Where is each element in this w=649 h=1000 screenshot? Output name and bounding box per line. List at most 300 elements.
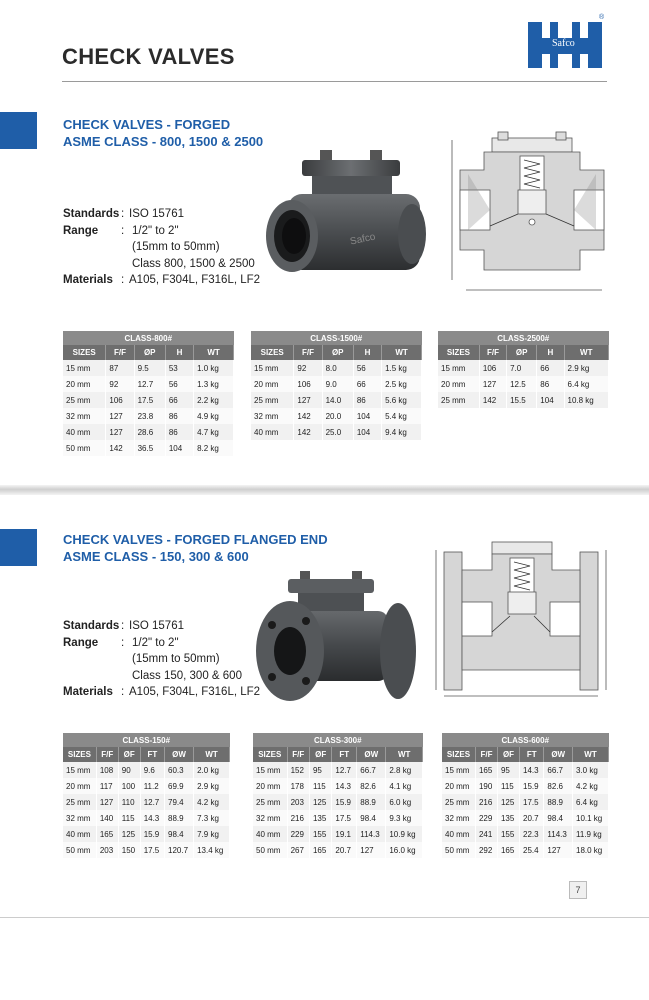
table-row <box>63 392 234 408</box>
range-value: 1/2" to 2" <box>132 224 179 237</box>
safco-logo <box>528 14 605 70</box>
materials-label: Materials <box>63 686 113 698</box>
table-cell: 1.5 kg <box>382 360 422 376</box>
table-cell: 203 <box>96 842 118 858</box>
table-cell: 50 mm <box>63 440 106 456</box>
table-cell: 56 <box>165 376 193 392</box>
materials-value: A105, F304L, F316L, LF2 <box>129 274 261 286</box>
table-cell: 127 <box>294 392 322 408</box>
table-cell: 2.5 kg <box>382 376 422 392</box>
table-cell: 2.2 kg <box>194 392 234 408</box>
table-cell: 190 <box>475 778 497 794</box>
column-header: F/F <box>106 345 134 360</box>
table-cell: 15.9 <box>332 794 357 810</box>
table-cell: 142 <box>479 392 506 408</box>
table-cell: 7.0 <box>507 360 537 376</box>
table-cell: 20 mm <box>63 778 96 794</box>
table-cell: 150 <box>118 842 140 858</box>
table-row <box>251 392 422 408</box>
column-header: FT <box>332 747 357 762</box>
table-cell: 125 <box>309 794 331 810</box>
section1-marker <box>0 112 37 149</box>
table-cell: 292 <box>475 842 497 858</box>
table-cell: 17.5 <box>140 842 164 858</box>
class-600-table <box>442 733 609 858</box>
table-cell: 2.8 kg <box>386 762 423 778</box>
table-cell: 69.9 <box>165 778 194 794</box>
range-value-mm: (15mm to 50mm) <box>132 653 220 665</box>
table-cell: 18.0 kg <box>573 842 609 858</box>
table-row <box>251 408 422 424</box>
table-cell: 203 <box>287 794 309 810</box>
table-body <box>251 360 422 440</box>
table-cell: 17.5 <box>520 794 544 810</box>
table-cell: 90 <box>118 762 140 778</box>
table-cell: 14.3 <box>332 778 357 794</box>
table-cell: 56 <box>353 360 381 376</box>
standards-value: ISO 15761 <box>129 208 184 220</box>
column-header: ØF <box>118 747 140 762</box>
table-caption: CLASS-2500# <box>438 331 609 345</box>
column-header: WT <box>386 747 423 762</box>
table-cell: 23.8 <box>134 408 165 424</box>
table-caption: CLASS-800# <box>63 331 234 345</box>
table-row <box>63 826 230 842</box>
table-cell: 40 mm <box>63 424 106 440</box>
title-rule <box>62 81 607 82</box>
table-cell: 127 <box>106 408 134 424</box>
table-cell: 32 mm <box>442 810 475 826</box>
table-cell: 82.6 <box>357 778 386 794</box>
section2-title-line1: CHECK VALVES - FORGED FLANGED END <box>63 532 328 547</box>
table-cell: 155 <box>309 826 331 842</box>
table-cell: 25 mm <box>253 794 287 810</box>
table-cell: 117 <box>96 778 118 794</box>
table-row <box>251 360 422 376</box>
table-row <box>63 778 230 794</box>
table-cell: 40 mm <box>253 826 287 842</box>
table-cell: 82.6 <box>544 778 573 794</box>
table-cell: 86 <box>537 376 564 392</box>
table-cell: 20.0 <box>322 408 353 424</box>
table-row <box>63 376 234 392</box>
table-cell: 25.0 <box>322 424 353 440</box>
column-header: ØP <box>507 345 537 360</box>
table-cell: 6.4 kg <box>564 376 608 392</box>
table-cell: 142 <box>294 424 322 440</box>
table-cell: 104 <box>537 392 564 408</box>
table-cell: 14.0 <box>322 392 353 408</box>
table-cell: 98.4 <box>165 826 194 842</box>
table-cell: 92 <box>294 360 322 376</box>
table-cell: 120.7 <box>165 842 194 858</box>
column-header: F/F <box>479 345 506 360</box>
table-cell: 14.3 <box>140 810 164 826</box>
table-row <box>63 408 234 424</box>
table-cell: 104 <box>165 440 193 456</box>
table-row <box>63 424 234 440</box>
table-cell: 1.0 kg <box>194 360 234 376</box>
table-cell: 114.3 <box>357 826 386 842</box>
flanged-check-valve-drawing <box>430 540 612 710</box>
table-cell: 106 <box>294 376 322 392</box>
table-cell: 66 <box>353 376 381 392</box>
table-row <box>63 440 234 456</box>
section1-specs: Standards : ISO 15761 Range : 1/2" to 2" (15mm to 50mm) Class 800, 1500 & 2500 Materials : A105, F304L, F316L, LF2 <box>63 206 260 289</box>
table-cell: 115 <box>309 778 331 794</box>
table-cell: 86 <box>353 392 381 408</box>
forged-check-valve-photo <box>262 140 432 285</box>
table-cell: 152 <box>287 762 309 778</box>
column-header: ØF <box>309 747 331 762</box>
table-cell: 40 mm <box>63 826 96 842</box>
table-cell: 115 <box>497 778 519 794</box>
table-cell: 20 mm <box>438 376 479 392</box>
page-title: CHECK VALVES <box>62 44 235 69</box>
table-cell: 6.0 kg <box>386 794 423 810</box>
table-cell: 14.3 <box>520 762 544 778</box>
column-header: H <box>537 345 564 360</box>
table-cell: 10.8 kg <box>564 392 608 408</box>
materials-label: Materials <box>63 274 113 286</box>
table-cell: 127 <box>357 842 386 858</box>
table-cell: 125 <box>118 826 140 842</box>
table-cell: 17.5 <box>134 392 165 408</box>
table-cell: 19.1 <box>332 826 357 842</box>
table-cell: 25 mm <box>442 794 475 810</box>
table-cell: 16.0 kg <box>386 842 423 858</box>
table-cell: 98.4 <box>357 810 386 826</box>
table-cell: 36.5 <box>134 440 165 456</box>
standards-label: Standards <box>63 208 120 220</box>
table-cell: 98.4 <box>544 810 573 826</box>
table-cell: 4.2 kg <box>194 794 230 810</box>
table-row <box>63 842 230 858</box>
column-header: F/F <box>287 747 309 762</box>
table-cell: 60.3 <box>165 762 194 778</box>
table-cell: 110 <box>118 794 140 810</box>
table-cell: 4.2 kg <box>573 778 609 794</box>
range-label: Range <box>63 636 99 649</box>
logo-registered: ® <box>599 14 605 21</box>
table-cell: 25 mm <box>438 392 479 408</box>
standards-value: ISO 15761 <box>129 620 184 632</box>
column-header: ØF <box>497 747 519 762</box>
table-row <box>63 360 234 376</box>
table-caption: CLASS-150# <box>63 733 230 747</box>
table-row <box>442 842 609 858</box>
table-row <box>253 778 423 794</box>
table-cell: 241 <box>475 826 497 842</box>
table-cell: 13.4 kg <box>194 842 230 858</box>
range-value: 1/2" to 2" <box>132 636 179 649</box>
table-row <box>438 392 609 408</box>
table-cell: 165 <box>475 762 497 778</box>
table-cell: 50 mm <box>442 842 475 858</box>
table-cell: 28.6 <box>134 424 165 440</box>
table-cell: 4.7 kg <box>194 424 234 440</box>
table-body <box>63 360 234 456</box>
table-cell: 25.4 <box>520 842 544 858</box>
table-row <box>442 826 609 842</box>
forged-check-valve-drawing <box>432 130 612 305</box>
table-cell: 142 <box>106 440 134 456</box>
range-label: Range <box>63 224 99 237</box>
table-cell: 88.9 <box>357 794 386 810</box>
table-cell: 216 <box>475 794 497 810</box>
section-divider <box>0 485 649 495</box>
table-cell: 229 <box>287 826 309 842</box>
table-row <box>253 810 423 826</box>
table-cell: 4.9 kg <box>194 408 234 424</box>
class-2500-table <box>438 331 609 408</box>
table-cell: 88.9 <box>544 794 573 810</box>
table-cell: 135 <box>497 810 519 826</box>
table-cell: 127 <box>106 424 134 440</box>
column-header: H <box>353 345 381 360</box>
table-cell: 100 <box>118 778 140 794</box>
table-cell: 32 mm <box>251 408 294 424</box>
table-cell: 3.0 kg <box>573 762 609 778</box>
table-cell: 25 mm <box>251 392 294 408</box>
table-cell: 32 mm <box>63 408 106 424</box>
column-header: WT <box>573 747 609 762</box>
column-header: WT <box>564 345 608 360</box>
table-row <box>438 376 609 392</box>
table-cell: 114.3 <box>544 826 573 842</box>
table-body <box>438 360 609 408</box>
materials-value: A105, F304L, F316L, LF2 <box>129 686 261 698</box>
table-cell: 4.1 kg <box>386 778 423 794</box>
table-cell: 53 <box>165 360 193 376</box>
table-cell: 25 mm <box>63 392 106 408</box>
column-header: FT <box>520 747 544 762</box>
section2-specs: Standards : ISO 15761 Range : 1/2" to 2" (15mm to 50mm) Class 150, 300 & 600 Materials : A105, F304L, F316L, LF2 <box>63 618 260 701</box>
column-header: ØW <box>544 747 573 762</box>
table-cell: 127 <box>96 794 118 810</box>
table-cell: 165 <box>497 842 519 858</box>
table-cell: 20 mm <box>253 778 287 794</box>
table-cell: 9.6 <box>140 762 164 778</box>
table-cell: 11.9 kg <box>573 826 609 842</box>
table-cell: 8.0 <box>322 360 353 376</box>
table-body <box>253 762 423 858</box>
table-cell: 127 <box>479 376 506 392</box>
section2-title-line2: ASME CLASS - 150, 300 & 600 <box>63 549 249 564</box>
table-cell: 127 <box>544 842 573 858</box>
table-cell: 12.7 <box>140 794 164 810</box>
column-header: WT <box>382 345 422 360</box>
table-cell: 20 mm <box>63 376 106 392</box>
table-cell: 66 <box>537 360 564 376</box>
table-cell: 88.9 <box>165 810 194 826</box>
table-cell: 104 <box>353 408 381 424</box>
column-header: SIZES <box>251 345 294 360</box>
section2-marker <box>0 529 37 566</box>
table-cell: 9.0 <box>322 376 353 392</box>
table-cell: 8.2 kg <box>194 440 234 456</box>
flanged-check-valve-photo <box>252 565 420 710</box>
table-cell: 104 <box>353 424 381 440</box>
table-row <box>442 794 609 810</box>
table-row <box>442 810 609 826</box>
table-row <box>63 794 230 810</box>
photo-brand-mark: Safco <box>349 231 377 248</box>
table-cell: 1.3 kg <box>194 376 234 392</box>
table-cell: 79.4 <box>165 794 194 810</box>
table-caption: CLASS-600# <box>442 733 609 747</box>
table-cell: 106 <box>106 392 134 408</box>
table-cell: 20.7 <box>520 810 544 826</box>
table-cell: 106 <box>479 360 506 376</box>
table-row <box>251 376 422 392</box>
table-caption: CLASS-300# <box>253 733 423 747</box>
range-value-class: Class 800, 1500 & 2500 <box>132 257 255 270</box>
table-cell: 10.1 kg <box>573 810 609 826</box>
standards-label: Standards <box>63 620 120 632</box>
table-cell: 2.9 kg <box>564 360 608 376</box>
section2-title <box>63 531 328 565</box>
bottom-rule <box>0 917 649 918</box>
table-row <box>442 778 609 794</box>
table-cell: 142 <box>294 408 322 424</box>
table-cell: 216 <box>287 810 309 826</box>
column-header: H <box>165 345 193 360</box>
table-cell: 20.7 <box>332 842 357 858</box>
table-cell: 66 <box>165 392 193 408</box>
table-cell: 165 <box>309 842 331 858</box>
table-caption: CLASS-1500# <box>251 331 422 345</box>
table-cell: 20 mm <box>251 376 294 392</box>
table-cell: 12.7 <box>134 376 165 392</box>
table-cell: 17.5 <box>332 810 357 826</box>
table-row <box>63 810 230 826</box>
table-cell: 50 mm <box>253 842 287 858</box>
table-cell: 6.4 kg <box>573 794 609 810</box>
table-cell: 267 <box>287 842 309 858</box>
table-cell: 95 <box>497 762 519 778</box>
table-cell: 32 mm <box>63 810 96 826</box>
table-cell: 66.7 <box>544 762 573 778</box>
table-cell: 2.9 kg <box>194 778 230 794</box>
table-cell: 2.0 kg <box>194 762 230 778</box>
class-150-table <box>63 733 230 858</box>
table-row <box>253 826 423 842</box>
table-row <box>442 762 609 778</box>
table-cell: 15 mm <box>63 762 96 778</box>
table-cell: 22.3 <box>520 826 544 842</box>
table-cell: 115 <box>118 810 140 826</box>
class-300-table <box>253 733 423 858</box>
table-cell: 86 <box>165 424 193 440</box>
table-cell: 140 <box>96 810 118 826</box>
table-cell: 9.4 kg <box>382 424 422 440</box>
table-row <box>63 762 230 778</box>
table-cell: 12.7 <box>332 762 357 778</box>
table-cell: 7.9 kg <box>194 826 230 842</box>
class-1500-table <box>251 331 422 440</box>
table-body <box>442 762 609 858</box>
section1-title-line2: ASME CLASS - 800, 1500 & 2500 <box>63 134 264 149</box>
table-cell: 15 mm <box>253 762 287 778</box>
table-cell: 86 <box>165 408 193 424</box>
table-cell: 66.7 <box>357 762 386 778</box>
table-cell: 5.6 kg <box>382 392 422 408</box>
table-cell: 155 <box>497 826 519 842</box>
table-cell: 15 mm <box>442 762 475 778</box>
table-cell: 15.9 <box>520 778 544 794</box>
table-cell: 40 mm <box>442 826 475 842</box>
table-cell: 229 <box>475 810 497 826</box>
table-cell: 9.3 kg <box>386 810 423 826</box>
column-header: WT <box>194 747 230 762</box>
table-cell: 165 <box>96 826 118 842</box>
table-cell: 11.2 <box>140 778 164 794</box>
page-number: 7 <box>569 881 587 899</box>
column-header: SIZES <box>442 747 475 762</box>
table-cell: 50 mm <box>63 842 96 858</box>
table-cell: 87 <box>106 360 134 376</box>
table-cell: 108 <box>96 762 118 778</box>
column-header: ØW <box>357 747 386 762</box>
table-cell: 15 mm <box>251 360 294 376</box>
column-header: SIZES <box>253 747 287 762</box>
table-cell: 15.9 <box>140 826 164 842</box>
table-row <box>253 842 423 858</box>
table-cell: 9.5 <box>134 360 165 376</box>
table-cell: 25 mm <box>63 794 96 810</box>
table-cell: 125 <box>497 794 519 810</box>
table-cell: 12.5 <box>507 376 537 392</box>
table-cell: 20 mm <box>442 778 475 794</box>
logo-text: Safco <box>552 38 575 49</box>
column-header: SIZES <box>438 345 479 360</box>
section1-title-line1: CHECK VALVES - FORGED <box>63 117 231 132</box>
column-header: SIZES <box>63 345 106 360</box>
table-cell: 15 mm <box>438 360 479 376</box>
column-header: WT <box>194 345 234 360</box>
table-cell: 10.9 kg <box>386 826 423 842</box>
table-cell: 5.4 kg <box>382 408 422 424</box>
table-cell: 32 mm <box>253 810 287 826</box>
column-header: F/F <box>96 747 118 762</box>
table-row <box>253 794 423 810</box>
table-row <box>253 762 423 778</box>
table-cell: 15.5 <box>507 392 537 408</box>
table-cell: 40 mm <box>251 424 294 440</box>
column-header: ØP <box>322 345 353 360</box>
column-header: SIZES <box>63 747 96 762</box>
range-value-class: Class 150, 300 & 600 <box>132 669 242 682</box>
table-cell: 135 <box>309 810 331 826</box>
table-cell: 178 <box>287 778 309 794</box>
range-value-mm: (15mm to 50mm) <box>132 241 220 253</box>
column-header: FT <box>140 747 164 762</box>
table-cell: 15 mm <box>63 360 106 376</box>
section1-title <box>63 116 263 150</box>
table-cell: 95 <box>309 762 331 778</box>
table-cell: 7.3 kg <box>194 810 230 826</box>
column-header: F/F <box>294 345 322 360</box>
column-header: F/F <box>475 747 497 762</box>
table-row <box>251 424 422 440</box>
table-row <box>438 360 609 376</box>
table-cell: 92 <box>106 376 134 392</box>
class-800-table <box>63 331 234 456</box>
column-header: ØW <box>165 747 194 762</box>
column-header: ØP <box>134 345 165 360</box>
table-body <box>63 762 230 858</box>
